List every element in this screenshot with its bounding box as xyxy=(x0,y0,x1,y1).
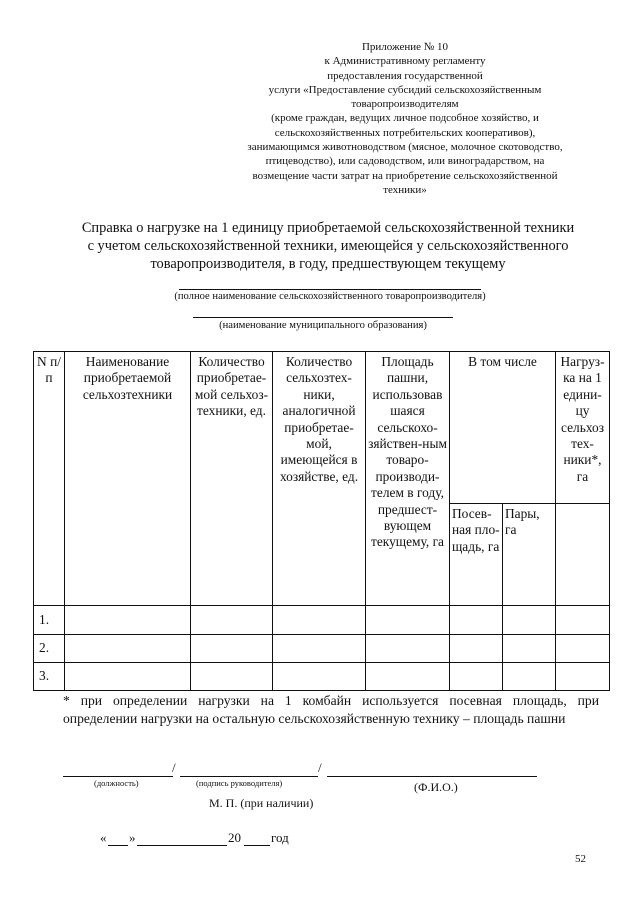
header-sown: Посев-ная пло-щадь, га xyxy=(450,504,503,606)
table-cell xyxy=(450,606,503,635)
footnote: * при определении нагрузки на 1 комбайн используется посевная площадь, при определении нагрузки на остальную сельскохозяйственную технику – площадь пашни xyxy=(63,693,599,726)
appendix-line: птицеводство), или садоводством, или виноградарством, на xyxy=(265,155,545,168)
table-row xyxy=(34,663,610,691)
year-suffix: год xyxy=(271,830,289,845)
appendix-line: Приложение № 10 xyxy=(361,41,449,53)
row-number: 2. xyxy=(34,635,65,663)
table-cell xyxy=(503,606,556,635)
header-qty-existing: Количество сельхозтех-ники, аналогичной приобретае-мой, имеющейся в хозяйстве, ед. xyxy=(273,352,366,606)
fio-caption: (Ф.И.О.) xyxy=(414,780,458,794)
date-open-quote: « xyxy=(100,830,107,845)
position-line xyxy=(63,776,173,777)
header-fallow: Пары, га xyxy=(503,504,556,606)
table-cell xyxy=(503,635,556,663)
table-cell xyxy=(450,663,503,691)
signature-caption: (подпись руководителя) xyxy=(196,778,283,788)
document-title xyxy=(40,219,616,273)
table-cell xyxy=(503,663,556,691)
table-cell xyxy=(273,606,366,635)
position-caption: (должность) xyxy=(94,778,139,788)
table-cell xyxy=(191,606,273,635)
row-number: 1. xyxy=(34,606,65,635)
fio-line xyxy=(327,776,537,777)
table-cell xyxy=(556,606,610,635)
year-prefix: 20 xyxy=(228,830,241,845)
table-row xyxy=(34,635,610,663)
appendix-line: товаропроизводителям xyxy=(351,98,459,111)
appendix-line: (кроме граждан, ведущих личное подсобное хозяйство, и xyxy=(271,112,539,125)
table-row xyxy=(34,606,610,635)
slash-separator: / xyxy=(318,760,322,775)
appendix-line: техники» xyxy=(383,183,427,196)
date-year-line xyxy=(244,845,270,846)
appendix-line: услуги «Предоставление субсидий сельскохозяйственным xyxy=(268,83,542,96)
table-cell xyxy=(273,635,366,663)
table-cell xyxy=(450,635,503,663)
appendix-line: сельскохозяйственных потребительских кооперативов), xyxy=(274,126,536,139)
appendix-line: возмещение части затрат на приобретение сельскохозяйственной xyxy=(252,169,558,182)
appendix-line: занимающимся животноводством (мясное, молочное скотоводство, xyxy=(247,141,563,154)
appendix-header xyxy=(208,40,602,197)
slash-separator: / xyxy=(172,760,176,775)
header-including: В том числе xyxy=(450,352,556,504)
table-cell xyxy=(366,635,450,663)
date-month-line xyxy=(137,845,227,846)
producer-caption: (полное наименование сельскохозяйственного товаропроизводителя) xyxy=(174,291,486,302)
producer-name-line xyxy=(179,289,481,290)
appendix-line: предоставления государственной xyxy=(327,69,483,82)
header-name: Наименование приобретаемой сельхозтехники xyxy=(65,352,191,606)
header-num: N п/п xyxy=(34,352,65,606)
table-cell xyxy=(273,663,366,691)
table-cell xyxy=(191,663,273,691)
table-cell xyxy=(191,635,273,663)
table-cell xyxy=(65,606,191,635)
table-cell xyxy=(65,663,191,691)
signature-line xyxy=(180,776,318,777)
title-line: с учетом сельскохозяйственной техники, имеющейся у сельскохозяйственного xyxy=(87,238,569,254)
row-number: 3. xyxy=(34,663,65,691)
table-cell xyxy=(366,663,450,691)
title-line: Справка о нагрузке на 1 единицу приобретаемой сельскохозяйственной техники xyxy=(81,220,575,236)
header-qty-new: Количество приобретае-мой сельхоз-техники, ед. xyxy=(191,352,273,606)
municipality-caption: (наименование муниципального образования) xyxy=(219,320,427,331)
table-cell xyxy=(556,635,610,663)
appendix-line: к Административному регламенту xyxy=(324,55,486,68)
seal-label: М. П. (при наличии) xyxy=(209,796,314,810)
load-table xyxy=(33,351,610,691)
page-number: 52 xyxy=(575,853,586,865)
table-cell xyxy=(556,663,610,691)
title-line: товаропроизводителя, в году, предшествующем текущему xyxy=(150,256,506,272)
municipality-line xyxy=(193,317,453,318)
date-day-line xyxy=(108,845,128,846)
header-load: Нагруз-ка на 1 едини-цу сельхоз тех-ники*, га xyxy=(556,352,610,504)
header-area: Площадь пашни, использовав шаяся сельскохо-зяйствен-ным товаро-производи-телем в году, предшест-вующем текущему, га xyxy=(366,352,450,606)
date-close-quote: » xyxy=(129,830,136,845)
header-load-empty xyxy=(556,504,610,606)
table-cell xyxy=(65,635,191,663)
table-cell xyxy=(366,606,450,635)
